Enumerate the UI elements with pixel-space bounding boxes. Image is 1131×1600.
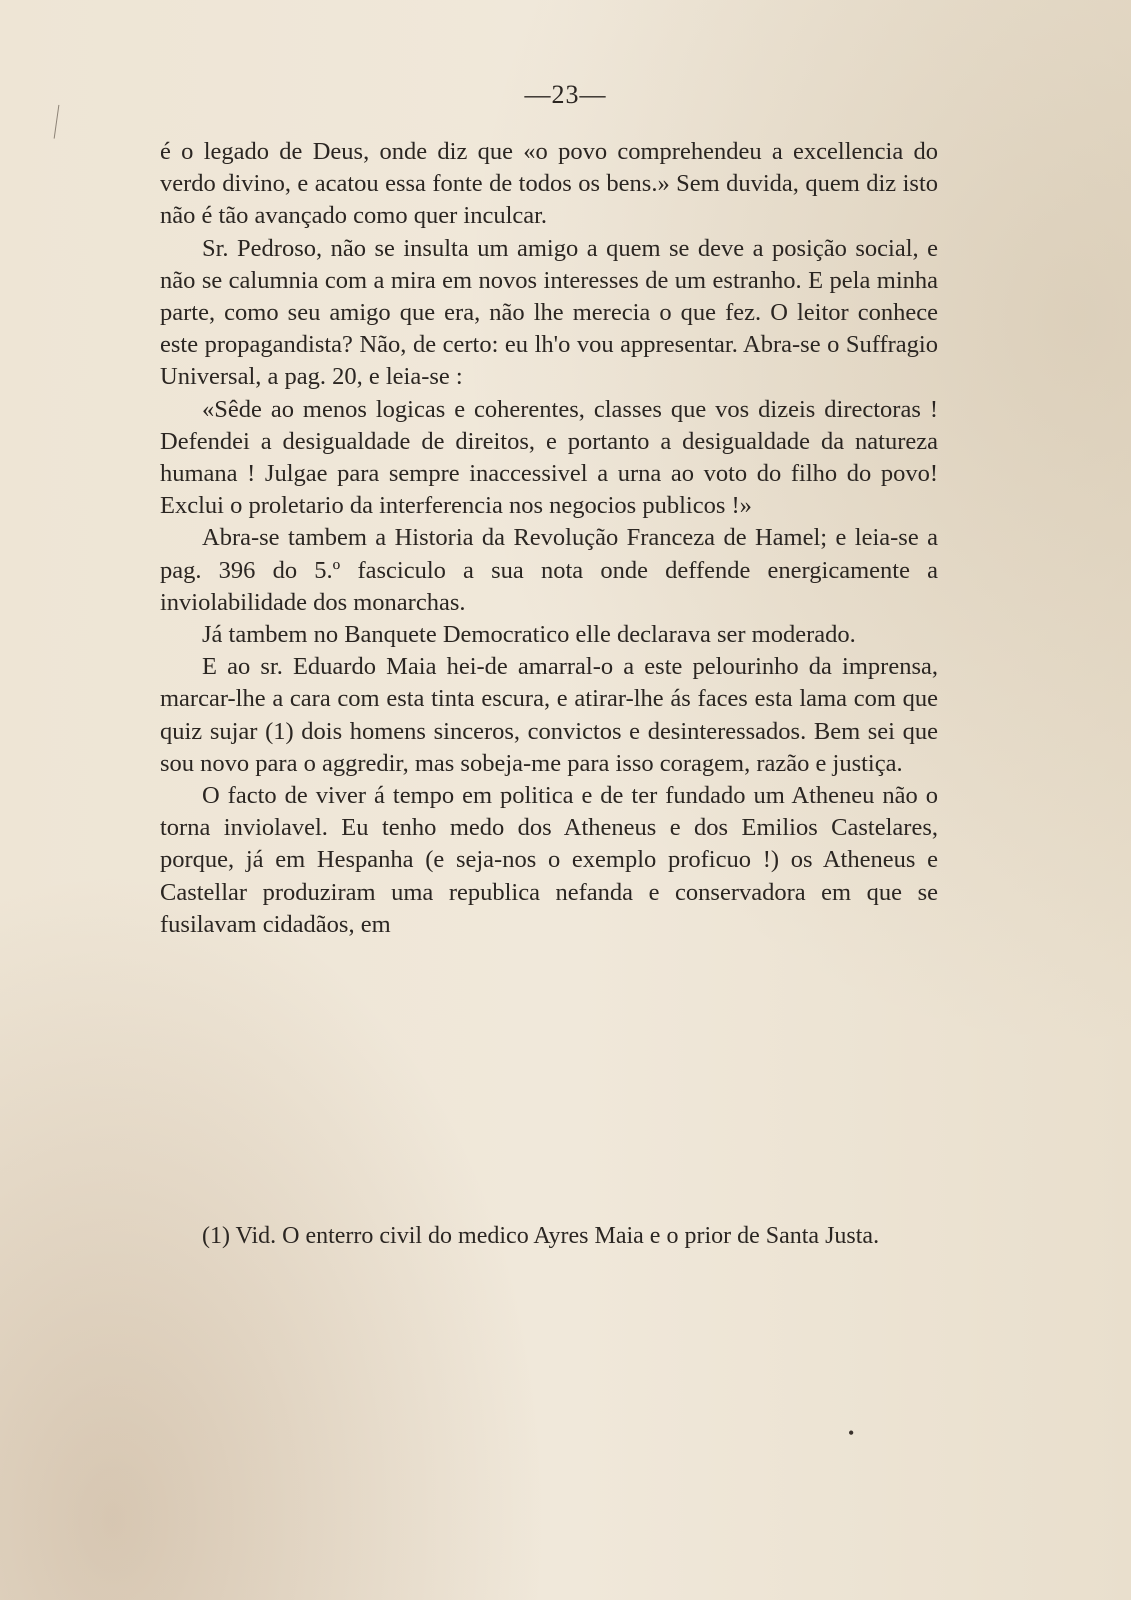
paragraph: Já tambem no Banquete Democratico elle declarava ser moderado. xyxy=(202,621,856,649)
paragraph: Abra-se tambem a Historia da Revolução Franceza de Hamel; e leia-se a pag. 396 do 5.º fasciculo a sua nota onde deffende energicamente a inviolabilidade dos monarchas. xyxy=(160,524,938,616)
paragraph: «Sêde ao menos logicas e coherentes, classes que vos dizeis directoras ! Defendei a desigualdade de direitos, e portanto a desigualdade da natureza humana ! Julgae para sempre inaccessivel a urna ao voto do filho do povo! Exclui o proletario da interferencia nos negocios publicos !» xyxy=(160,395,938,520)
page-number: —23— xyxy=(524,80,607,109)
paragraph: O facto de viver á tempo em politica e de ter fundado um Atheneu não o torna inviolavel. Eu tenho medo dos Atheneus e dos Emilios Castelares, porque, já em Hespanha (e seja-nos o exemplo proficuo !) os Atheneus e Castellar produziram uma republica nefanda e conservadora em que se fusilavam cidadãos, em xyxy=(160,782,938,938)
footnote: (1) Vid. O enterro civil do medico Ayres Maia e o prior de Santa Justa. xyxy=(202,1223,880,1249)
ink-dot-mark: • xyxy=(848,1423,855,1443)
paragraph: Sr. Pedroso, não se insulta um amigo a quem se deve a posição social, e não se calumnia com a mira em novos interesses de um estranho. E pela minha parte, como seu amigo que era, não lhe merecia o que fez. O leitor conhece este propagandista? Não, de certo: eu lh'o vou appresentar. Abra-se o Suffragio Universal, a pag. 20, e leia-se : xyxy=(160,234,938,391)
body-text xyxy=(160,136,938,941)
paragraph: é o legado de Deus, onde diz que «o povo comprehendeu a excellencia do verdo divino, e acatou essa fonte de todos os bens.» Sem duvida, quem diz isto não é tão avançado como quer inculcar. xyxy=(160,138,938,230)
paragraph: E ao sr. Eduardo Maia hei-de amarral-o a este pelourinho da imprensa, marcar-lhe a cara com esta tinta escura, e atirar-lhe ás faces esta lama com que quiz sujar (1) dois homens sinceros, convictos e desinteressados. Bem sei que sou novo para o aggredir, mas sobeja-me para isso coragem, razão e justiça. xyxy=(160,653,938,777)
